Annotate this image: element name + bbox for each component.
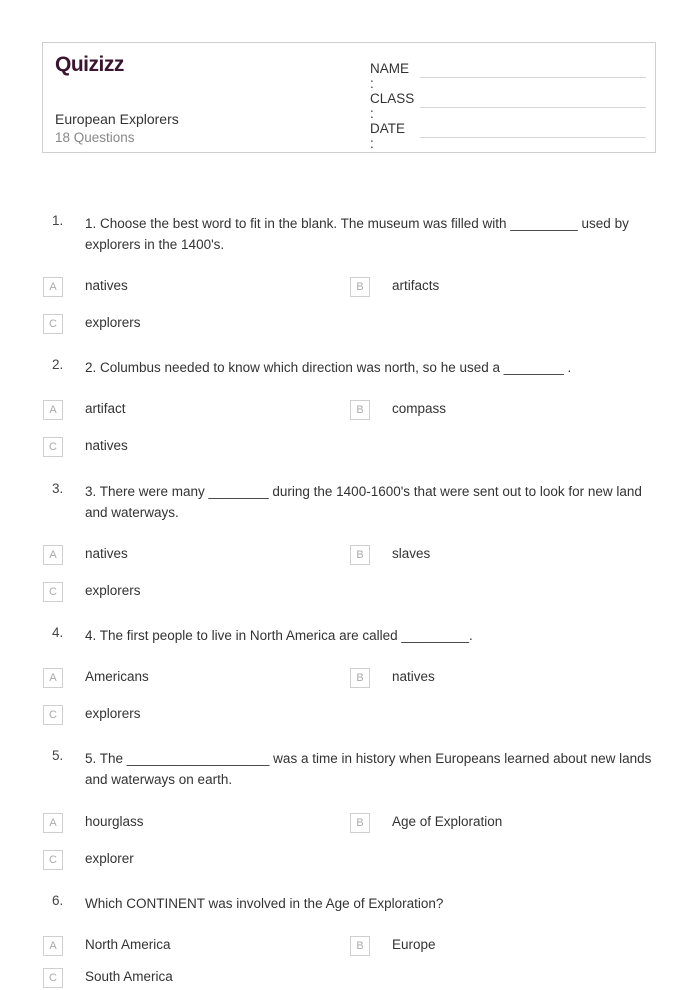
option-text: natives: [392, 669, 435, 684]
option-text: Age of Exploration: [392, 814, 503, 829]
option-letter-box: C: [43, 437, 63, 457]
option-letter-box: B: [350, 277, 370, 297]
option-letter-box: B: [350, 813, 370, 833]
question-text: 1. Choose the best word to fit in the blank. The museum was filled with _________ used by explorers in the 1400's.: [85, 216, 629, 252]
option-text: explorers: [85, 706, 141, 721]
question-number: 1.: [52, 213, 64, 228]
option-text: natives: [85, 438, 128, 453]
option-letter-box: C: [43, 968, 63, 988]
option-letter-box: C: [43, 314, 63, 334]
option-letter-box: B: [350, 668, 370, 688]
option-text: slaves: [392, 546, 431, 561]
question-text: 2. Columbus needed to know which direction was north, so he used a ________ .: [85, 360, 572, 375]
name-line: [420, 77, 646, 78]
question-text: 4. The first people to live in North America are called _________.: [85, 628, 473, 643]
worksheet-title: European Explorers: [55, 111, 179, 127]
option-text: South America: [85, 969, 173, 984]
option-letter-box: A: [43, 545, 63, 565]
question-text: 5. The ___________________ was a time in history when Europeans learned about new lands and waterways on earth.: [85, 751, 652, 787]
question-text: Which CONTINENT was involved in the Age of Exploration?: [85, 896, 444, 911]
option-text: explorers: [85, 583, 141, 598]
option-letter-box: B: [350, 545, 370, 565]
date-line: [420, 137, 646, 138]
option-text: explorer: [85, 851, 134, 866]
question-number: 2.: [52, 357, 64, 372]
quizizz-logo: Quizizz: [55, 53, 124, 76]
question-text: 3. There were many ________ during the 1400-1600's that were sent out to look for new land and waterways.: [85, 484, 642, 520]
option-letter-box: A: [43, 813, 63, 833]
option-letter-box: C: [43, 582, 63, 602]
option-letter-box: A: [43, 277, 63, 297]
question-number: 3.: [52, 481, 64, 496]
option-text: explorers: [85, 315, 141, 330]
option-text: artifacts: [392, 278, 440, 293]
option-text: natives: [85, 546, 128, 561]
question-number: 5.: [52, 748, 64, 763]
date-label: DATE :: [370, 121, 406, 151]
option-text: hourglass: [85, 814, 144, 829]
question-number: 6.: [52, 893, 64, 908]
option-letter-box: B: [350, 400, 370, 420]
class-line: [420, 107, 646, 108]
worksheet-header: [42, 42, 656, 153]
option-letter-box: A: [43, 936, 63, 956]
name-label: NAME :: [370, 61, 410, 91]
option-text: natives: [85, 278, 128, 293]
option-letter-box: B: [350, 936, 370, 956]
option-text: artifact: [85, 401, 126, 416]
option-text: compass: [392, 401, 447, 416]
question-number: 4.: [52, 625, 64, 640]
class-label: CLASS :: [370, 91, 415, 121]
option-letter-box: A: [43, 400, 63, 420]
option-letter-box: C: [43, 850, 63, 870]
option-text: North America: [85, 937, 171, 952]
option-letter-box: C: [43, 705, 63, 725]
option-text: Americans: [85, 669, 149, 684]
question-count: 18 Questions: [55, 130, 135, 145]
option-letter-box: A: [43, 668, 63, 688]
option-text: Europe: [392, 937, 436, 952]
